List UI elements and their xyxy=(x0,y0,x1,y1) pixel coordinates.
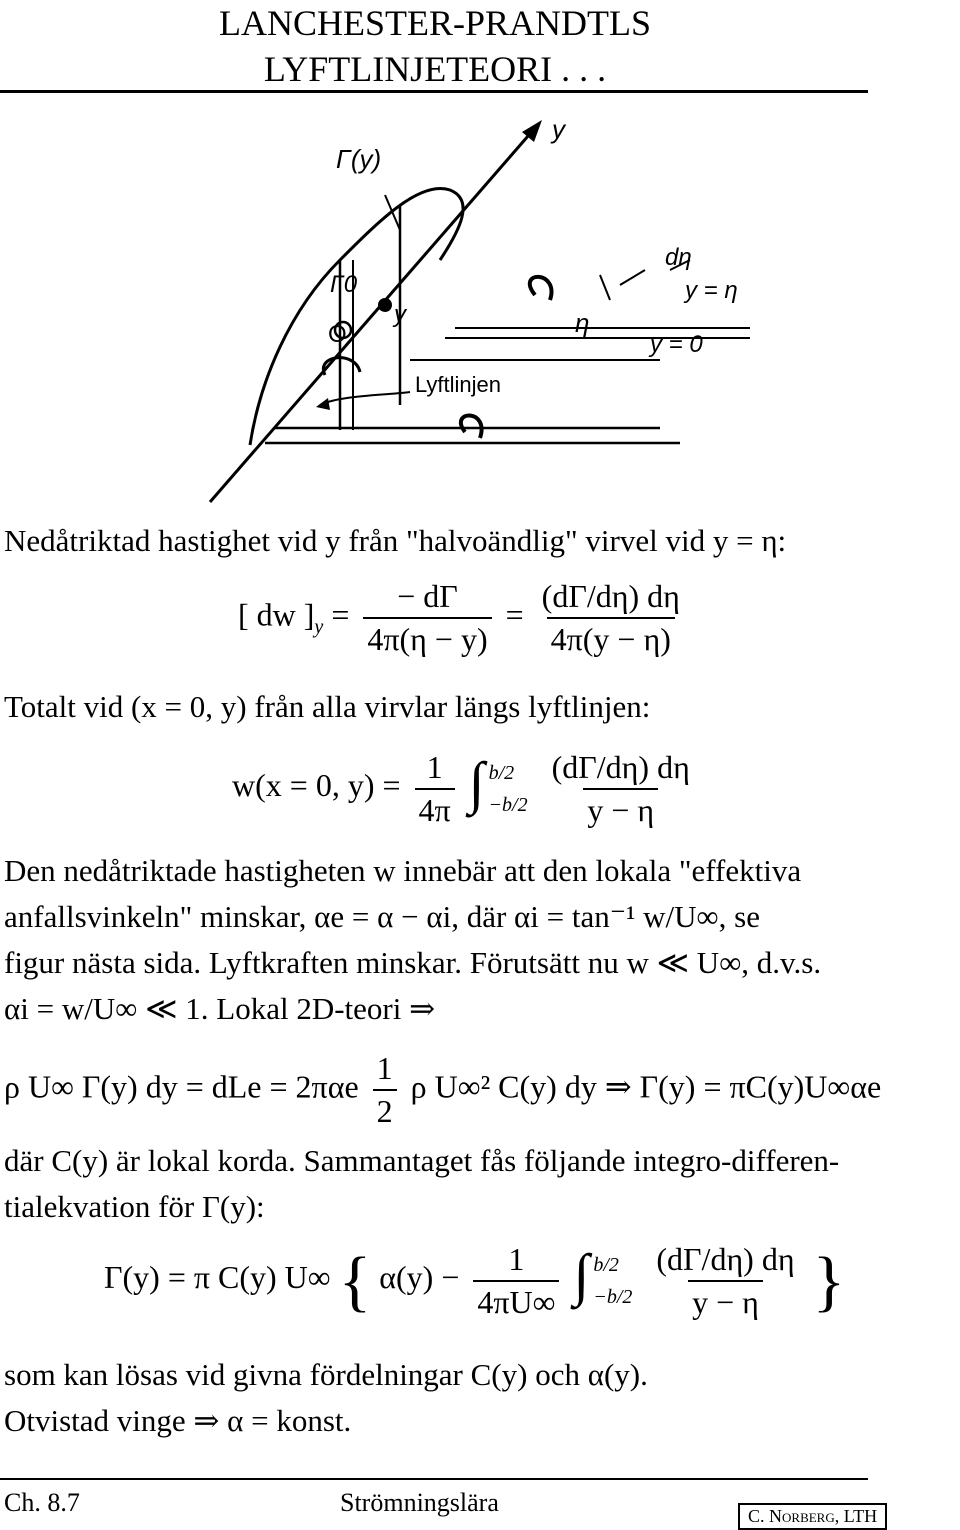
paragraph-solution-2: Otvistad vinge ⇒ α = konst. xyxy=(4,1403,352,1438)
swirl-arrow-2 xyxy=(461,415,482,438)
label-y-eq-0: y = 0 xyxy=(650,331,703,358)
gamma-y-pointer xyxy=(385,195,400,230)
eq4-brace-close: } xyxy=(812,1242,846,1319)
eq4-f1-num: 1 xyxy=(508,1240,525,1277)
eq2-f2-num: (dΓ/dη) dη xyxy=(551,748,690,785)
eq1-fraction-2 xyxy=(538,578,684,658)
eq4-brace-open: { xyxy=(338,1242,372,1319)
paragraph-effective-angle-1: Den nedåtriktade hastigheten w innebär att den lokala "effektiva xyxy=(4,853,802,888)
circulation-curve xyxy=(250,188,463,445)
label-gamma0: Γ0 xyxy=(330,271,358,298)
paragraph-integro-1: där C(y) är lokal korda. Sammantaget fås följande integro-differen- xyxy=(4,1143,840,1178)
deta-arrow-1 xyxy=(620,270,645,285)
eq4-limits xyxy=(593,1249,632,1313)
title-line-2: LYFTLINJETEORI . . . xyxy=(263,49,607,89)
eq1-f2-den: 4π(y − η) xyxy=(547,617,675,658)
label-deta: dη xyxy=(665,244,692,271)
swirl-arrow-1 xyxy=(530,277,552,300)
eq1-f2-num: (dΓ/dη) dη xyxy=(541,578,680,614)
eq1-lhs-sub: y xyxy=(314,616,324,639)
label-y-axis: y xyxy=(552,114,565,144)
eq3-half-num: 1 xyxy=(376,1050,393,1086)
label-gamma-y: Γ(y) xyxy=(336,144,382,174)
footer-course: Strömningslära xyxy=(340,1488,499,1517)
paragraph-effective-angle-4: αi = w/U∞ ≪ 1. Lokal 2D-teori ⇒ xyxy=(4,991,436,1026)
lyftlinjen-arrow xyxy=(320,392,410,405)
eq2-fraction-2 xyxy=(548,749,694,829)
eq1-f1-num: − dΓ xyxy=(397,578,458,614)
equation-dw: [ dw ]$_y$ = $\frac{- d\Gamma}{4\pi(\eta - y)}$ = $\frac{(d\Gamma/d\eta) d\eta}{4\pi(y - \eta)}$ xyxy=(238,578,690,658)
paragraph-effective-angle-3: figur nästa sida. Lyftkraften minskar. Förutsätt nu w ≪ U∞, d.v.s. xyxy=(4,945,822,980)
y-point-dot xyxy=(378,298,392,312)
paragraph-induced-velocity: Nedåtriktad hastighet vid y från "halvoändlig" virvel vid y = η: xyxy=(4,523,787,558)
eq4-alpha: α(y) − xyxy=(379,1259,460,1295)
eq4-fraction-2 xyxy=(652,1241,798,1321)
eq4-f1-den: 4πU∞ xyxy=(473,1280,559,1321)
eq4-fraction-1 xyxy=(473,1241,559,1321)
eq4-lower: −b/2 xyxy=(593,1285,633,1308)
equation-2d-theory xyxy=(4,1050,881,1130)
eq2-fraction-1 xyxy=(415,749,455,829)
eq2-integral-sign: ∫ xyxy=(468,750,485,815)
label-lyftlinjen: Lyftlinjen xyxy=(415,372,502,397)
title-line-1: LANCHESTER-PRANDTLS xyxy=(218,3,652,43)
deta-arrow-3 xyxy=(600,275,610,300)
eq2-limits xyxy=(489,757,528,821)
paragraph-integro-2: tialekvation för Γ(y): xyxy=(4,1189,265,1224)
eq2-f1-num: 1 xyxy=(426,748,443,785)
equation-integro-differential xyxy=(104,1240,845,1321)
label-eta: η xyxy=(575,308,590,338)
paragraph-total: Totalt vid (x = 0, y) från alla virvlar längs lyftlinjen: xyxy=(4,689,651,724)
eq2-lower: −b/2 xyxy=(488,793,528,816)
eq2-f2-den: y − η xyxy=(583,788,658,829)
eq1-lhs: [ dw ] xyxy=(238,596,315,633)
paragraph-effective-angle-2: anfallsvinkeln" minskar, αe = α − αi, där αi = tan⁻¹ w/U∞, se xyxy=(4,899,760,934)
header-rule xyxy=(0,90,868,93)
eq4-lhs: Γ(y) = π C(y) U∞ xyxy=(104,1259,331,1295)
lifting-line-figure xyxy=(190,110,790,510)
page-title xyxy=(0,0,870,92)
label-y-point: y xyxy=(394,301,406,328)
eq3-left: ρ U∞ Γ(y) dy = dLe = 2παe xyxy=(4,1068,359,1105)
equation-w xyxy=(232,748,700,829)
label-y-eq-eta: y = η xyxy=(685,277,738,304)
eq1-fraction-1 xyxy=(363,578,491,658)
label-origin: O xyxy=(328,321,347,348)
footer-author-stamp: C. Norberg, LTH xyxy=(738,1503,887,1530)
eq4-integral-sign: ∫ xyxy=(573,1242,590,1307)
y-axis-line xyxy=(210,128,535,502)
eq4-f2-den: y − η xyxy=(688,1280,763,1321)
lyftlinjen-arrowhead xyxy=(316,398,330,410)
eq3-half-den: 2 xyxy=(373,1089,397,1130)
paragraph-solution-1: som kan lösas vid givna fördelningar C(y) och α(y). xyxy=(4,1357,648,1392)
eq3-right: ρ U∞² C(y) dy ⇒ Γ(y) = πC(y)U∞αe xyxy=(410,1068,882,1105)
eq4-upper: b/2 xyxy=(593,1253,619,1276)
eq4-f2-num: (dΓ/dη) dη xyxy=(656,1240,795,1277)
footer-rule xyxy=(0,1478,868,1480)
footer-chapter: Ch. 8.7 xyxy=(4,1488,80,1517)
eq2-f1-den: 4π xyxy=(415,788,455,829)
eq2-lhs: w(x = 0, y) = xyxy=(232,767,401,803)
eq3-half xyxy=(373,1050,397,1130)
eq2-upper: b/2 xyxy=(488,761,515,784)
eq1-f1-den: 4π(η − y) xyxy=(363,617,491,658)
